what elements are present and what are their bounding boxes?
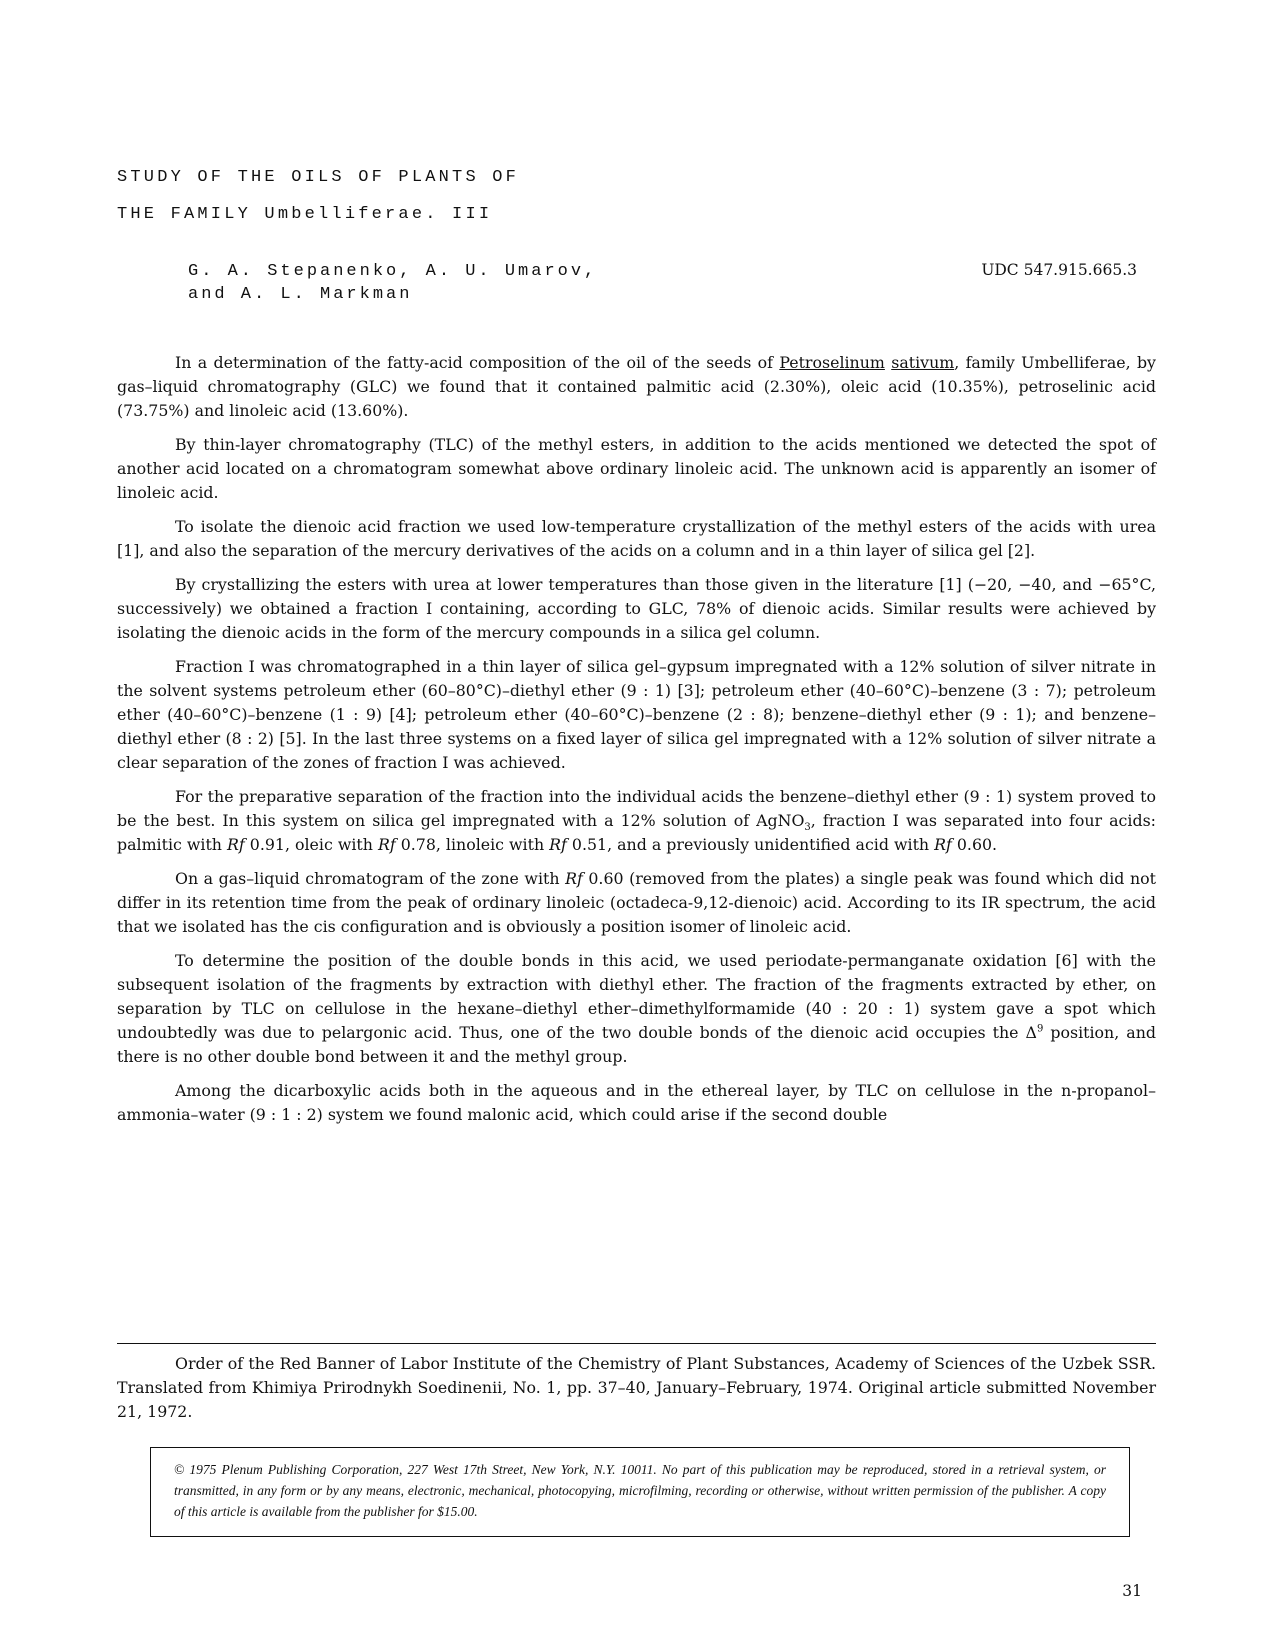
rf-symbol: Rf <box>934 835 952 854</box>
p6-text-c: 0.91, oleic with <box>244 835 378 854</box>
rf-symbol: Rf <box>377 835 396 854</box>
footnote <box>117 1352 1156 1424</box>
paragraph-5: Fraction I was chromatographed in a thin layer of silica gel–gypsum impregnated with a 12% solution of silver nitrate in the solvent systems petroleum ether (60–80°C)–diethyl ether (9 : 1) [3]; petroleum ether (40–60°C)–benzene (3 : 7); petroleum ether (40–60°C)–benzene (1 : 9) [4]; petroleum ether (40–60°C)–benzene (2 : 8); benzene–diethyl ether (9 : 1); and benzene–diethyl ether (8 : 2) [5]. In the last three systems on a fixed layer of silica gel impregnated with a 12% solution of silver nitrate a clear separation of the zones of fraction I was achieved. <box>117 657 1156 772</box>
authors-block <box>188 260 808 306</box>
article-body <box>117 351 1156 1137</box>
copyright-notice: © 1975 Plenum Publishing Corporation, 227 West 17th Street, New York, N.Y. 10011. No part of this publication may be reproduced, stored in a retrieval system, or transmitted, in any form or by any means, electronic, mechanical, photocopying, microfilming, recording or otherwise, without written permission of the publisher. A copy of this article is available from the publisher for $15.00. <box>150 1447 1130 1537</box>
paragraph-9: Among the dicarboxylic acids both in the aqueous and in the ethereal layer, by TLC on cellulose in the n-propanol–ammonia–water (9 : 1 : 2) system we found malonic acid, which could arise if the second double <box>117 1081 1156 1124</box>
page-number: 31 <box>1122 1582 1142 1600</box>
paragraph-4: By crystallizing the esters with urea at lower temperatures than those given in the literature [1] (−20, −40, and −65°C, successively) we obtained a fraction I containing, according to GLC, 78% of dienoic acids. Similar results were achieved by isolating the dienoic acids in the form of the mercury compounds in a silica gel column. <box>117 575 1156 642</box>
paragraph-3: To isolate the dienoic acid fraction we used low-temperature crystallization of the methyl esters of the acids with urea [1], and also the separation of the mercury derivatives of the acids on a column and in a thin layer of silica gel [2]. <box>117 517 1156 560</box>
p6-text-d: 0.78, linoleic with <box>395 835 550 854</box>
p7-text-a: On a gas–liquid chromatogram of the zone with <box>175 869 566 888</box>
p6-subscript: 3 <box>804 822 811 834</box>
genus-name: Petroselinum <box>779 353 885 372</box>
p6-text-f: 0.60. <box>951 835 998 854</box>
p8-text-b: position, and there is no other double bond between it and the methyl group. <box>117 1023 1156 1066</box>
p6-text-a: For the preparative separation of the fraction into the individual acids the benzene–diethyl ether (9 : 1) system proved to be the best. In this system on silica gel impregnated with a 12% solution of AgNO <box>117 787 1156 830</box>
article-title-line-1: STUDY OF THE OILS OF PLANTS OF <box>117 168 520 187</box>
article-title-line-2: THE FAMILY Umbelliferae. III <box>117 205 493 224</box>
paragraph-2: By thin-layer chromatography (TLC) of the methyl esters, in addition to the acids mentioned we detected the spot of another acid located on a chromatogram somewhat above ordinary linoleic acid. The unknown acid is apparently an isomer of linoleic acid. <box>117 435 1156 502</box>
footnote-text: Order of the Red Banner of Labor Institute of the Chemistry of Plant Substances, Academy of Sciences of the Uzbek SSR. Translated from Khimiya Prirodnykh Soedinenii, No. 1, pp. 37–40, January–February, 1974. Original article submitted November 21, 1972. <box>117 1354 1156 1421</box>
rf-symbol: Rf <box>565 869 583 888</box>
p7-text-b: 0.60 (removed from the plates) a single peak was found which did not differ in its retention time from the peak of ordinary linoleic (octadeca-9,12-dienoic) acid. According to its IR spectrum, the acid that we isolated has the cis configuration and is obviously a position isomer of linoleic acid. <box>117 869 1156 936</box>
p1-text-a: In a determination of the fatty-acid composition of the oil of the seeds of <box>175 353 780 372</box>
authors-line-2: and A. L. Markman <box>188 285 413 304</box>
p6-text-b: , fraction I was separated into four acids: palmitic with <box>117 811 1156 854</box>
paragraph-1 <box>117 351 1156 423</box>
paragraph-7 <box>117 867 1156 939</box>
paragraph-8 <box>117 949 1156 1069</box>
rf-symbol: Rf <box>549 835 567 854</box>
udc-code: UDC 547.915.665.3 <box>981 261 1137 279</box>
rf-symbol: Rf <box>227 835 245 854</box>
p1-text-b: , family Umbelliferae, by gas–liquid chromatography (GLC) we found that it contained palmitic acid (2.30%), oleic acid (10.35%), petroselinic acid (73.75%) and linoleic acid (13.60%). <box>117 353 1156 420</box>
p8-superscript: 9 <box>1036 1023 1044 1035</box>
p8-text-a: To determine the position of the double bonds in this acid, we used periodate-permanganate oxidation [6] with the subsequent isolation of the fragments by extraction with diethyl ether. The fraction of the fragments extracted by ether, on separation by TLC on cellulose in the hexane–diethyl ether–dimethylformamide (40 : 20 : 1) system gave a spot which undoubtedly was due to pelargonic acid. Thus, one of the two double bonds of the dienoic acid occupies the Δ <box>117 951 1156 1042</box>
paragraph-6 <box>117 785 1156 857</box>
footnote-divider <box>117 1343 1156 1344</box>
p6-text-e: 0.51, and a previously unidentified acid with <box>566 835 935 854</box>
authors-line-1: G. A. Stepanenko, A. U. Umarov, <box>188 262 598 281</box>
species-name: sativum <box>891 353 955 372</box>
